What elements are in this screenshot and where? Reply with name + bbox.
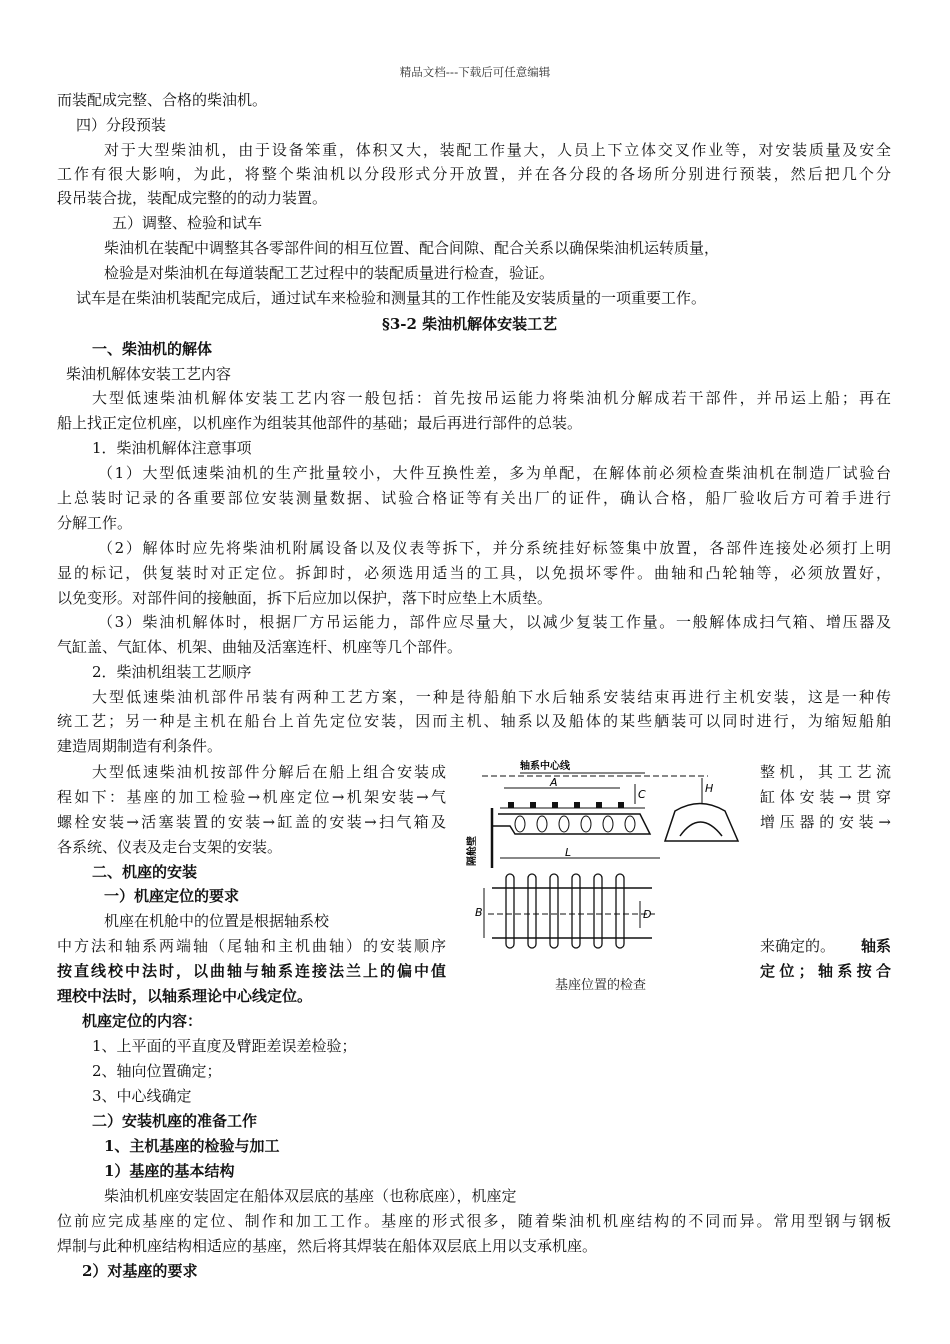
paragraph-line: 整机，其工艺流 [760,763,891,781]
paragraph-line: 柴油机机座安装固定在船体双层底的基座（也称底座），机座定 [104,1187,517,1205]
paragraph-line: 检验是对柴油机在每道装配工艺过程中的装配质量进行检查，验证。 [104,264,555,282]
subheading: 1、主机基座的检验与加工 [104,1137,280,1155]
section-heading: 一）机座定位的要求 [104,887,240,905]
paragraph-line: 按直线校中法时，以曲轴与轴系连接法兰上的偏中值 [57,962,446,980]
figure-label-L: L [565,846,572,859]
paragraph-fragment: 来确定的。 [760,937,836,955]
foundation-bed-outline [492,814,650,834]
figure-label-D: D [643,908,652,921]
figure-label-axis: 轴系中心线 [520,761,570,772]
paragraph-line: 船上找正定位机座，以机座作为组装其他部件的基础；最后再进行部件的总装。 [57,414,583,432]
figure-label-H: H [705,782,714,795]
paragraph-line: 定位；轴系按合 [760,962,891,980]
paragraph-line-right [760,934,891,958]
paragraph-line: （2）解体时应先将柴油机附属设备以及仪表等拆下，并分系统挂好标签集中放置，各部件连接处必须打上明 [98,539,891,557]
chapter-title: §3-2 柴油机解体安装工艺 [382,315,558,333]
paragraph-line: （1）大型低速柴油机的生产批量较小，大件互换性差，多为单配，在解体前必须检查柴油机在制造厂试验台 [98,464,891,482]
section-heading: 四）分段预装 [76,116,167,134]
paragraph-line: 试车是在柴油机装配完成后，通过试车来检验和测量其的工作性能及安装质量的一项重要工作。 [76,289,707,307]
list-item: 1、上平面的平直度及臂距差误差检验； [92,1037,357,1055]
figure-label-C: C [638,788,646,801]
subheading: 机座定位的内容： [82,1012,203,1030]
paragraph-line: 统工艺；另一种是主机在船台上首先定位安装，因而主机、轴系以及船体的某些舾装可以同时进行，为缩短船舶 [57,712,891,730]
paragraph-line: 对于大型柴油机，由于设备笨重，体积又大，装配工作量大，人员上下立体交叉作业等，对安装质量及安全 [104,141,891,159]
paragraph-line: 螺栓安装→活塞装置的安装→缸盖的安装→扫气箱及 [57,813,446,831]
subheading: 1）基座的基本结构 [104,1162,235,1180]
cross-section-arc [680,822,722,836]
figure-caption: 基座位置的检查 [555,978,647,993]
subheading: 2）对基座的要求 [82,1262,198,1280]
foundation-position-figure [467,756,760,996]
paragraph-line: 程如下：基座的加工检验→机座定位→机架安装→气 [57,788,446,806]
figure-label-wall: 隔舱壁 [467,836,478,866]
paragraph-line: 大型低速柴油机按部件分解后在船上组合安装成 [92,763,446,781]
paragraph-line: 大型低速柴油机部件吊装有两种工艺方案，一种是待船舶下水后轴系安装结束再进行主机安装，这是一种传 [92,688,891,706]
paragraph-line: 机座在机舱中的位置是根据轴系校 [104,912,330,930]
paragraph-line: 段吊装合拢，装配成完整的的动力装置。 [57,189,328,207]
paragraph-line: 中方法和轴系两端轴（尾轴和主机曲轴）的安装顺序 [57,937,446,955]
subheading: 1．柴油机解体注意事项 [92,439,252,457]
paragraph-line: 工作有很大影响，为此，将整个柴油机以分段形式分开放置，并在各分段的各场所分别进行预装，然后把几个分 [57,165,891,183]
section-heading: 二）安装机座的准备工作 [92,1112,258,1130]
list-item: 2、轴向位置确定； [92,1062,222,1080]
section-heading: 二、机座的安装 [92,863,198,881]
paragraph-line: 焊制与此种机座结构相适应的基座，然后将其焊装在船体双层底上用以支承机座。 [57,1237,598,1255]
paragraph-line: 位前应完成基座的定位、制作和加工工作。基座的形式很多，随着柴油机机座结构的不同而异。常用型钢与钢板 [57,1212,891,1230]
paragraph-line: 上总装时记录的各重要部位安装测量数据、试验合格证等有关出厂的证件，确认合格，船厂验收后方可着手进行 [57,489,891,507]
section-heading: 一、柴油机的解体 [92,340,213,358]
section-heading: 五）调整、检验和试车 [112,214,263,232]
page-header: 精品文档---下载后可任意编辑 [399,65,551,79]
list-item: 3、中心线确定 [92,1087,192,1105]
paragraph-line: 缸体安装→贯穿 [760,788,891,806]
figure-label-A: A [550,776,558,789]
bed-openings [515,816,635,832]
paragraph-fragment: 轴系 [860,937,891,955]
paragraph-line: 柴油机在装配中调整其各零部件间的相互位置、配合间隙、配合关系以确保柴油机运转质量， [104,239,720,257]
figure-label-B: B [475,906,483,919]
paragraph-line: （3）柴油机解体时，根据厂方吊运能力，部件应尽量大，以减少复装工作量。一般解体成扫气箱、增压器及 [98,613,891,631]
paragraph-line: 以免变形。对部件间的接触面，拆下后应加以保护，落下时应垫上木质垫。 [57,589,553,607]
paragraph-line: 显的标记，供复装时对正定位。拆卸时，必须选用适当的工具，以免损坏零件。曲轴和凸轮轴等，必须放置好， [57,564,891,582]
subheading: 2．柴油机组装工艺顺序 [92,663,252,681]
paragraph-line: 气缸盖、气缸体、机架、曲轴及活塞连杆、机座等几个部件。 [57,638,463,656]
paragraph-line: 理校中法时，以轴系理论中心线定位。 [57,987,313,1005]
bed-top-teeth [508,802,624,808]
paragraph-line: 大型低速柴油机解体安装工艺内容一般包括：首先按吊运能力将柴油机分解成若干部件，并吊运上船；再在 [92,389,891,407]
paragraph-line: 而装配成完整、合格的柴油机。 [57,91,268,109]
paragraph-line: 增压器的安装→ [760,813,891,831]
bolt-columns [506,874,624,948]
paragraph-line: 建造周期制造有利条件。 [57,737,223,755]
paragraph-line: 各系统、仪表及走台支架的安装。 [57,838,283,856]
paragraph-line: 分解工作。 [57,514,133,532]
subheading: 柴油机解体安装工艺内容 [66,365,232,383]
